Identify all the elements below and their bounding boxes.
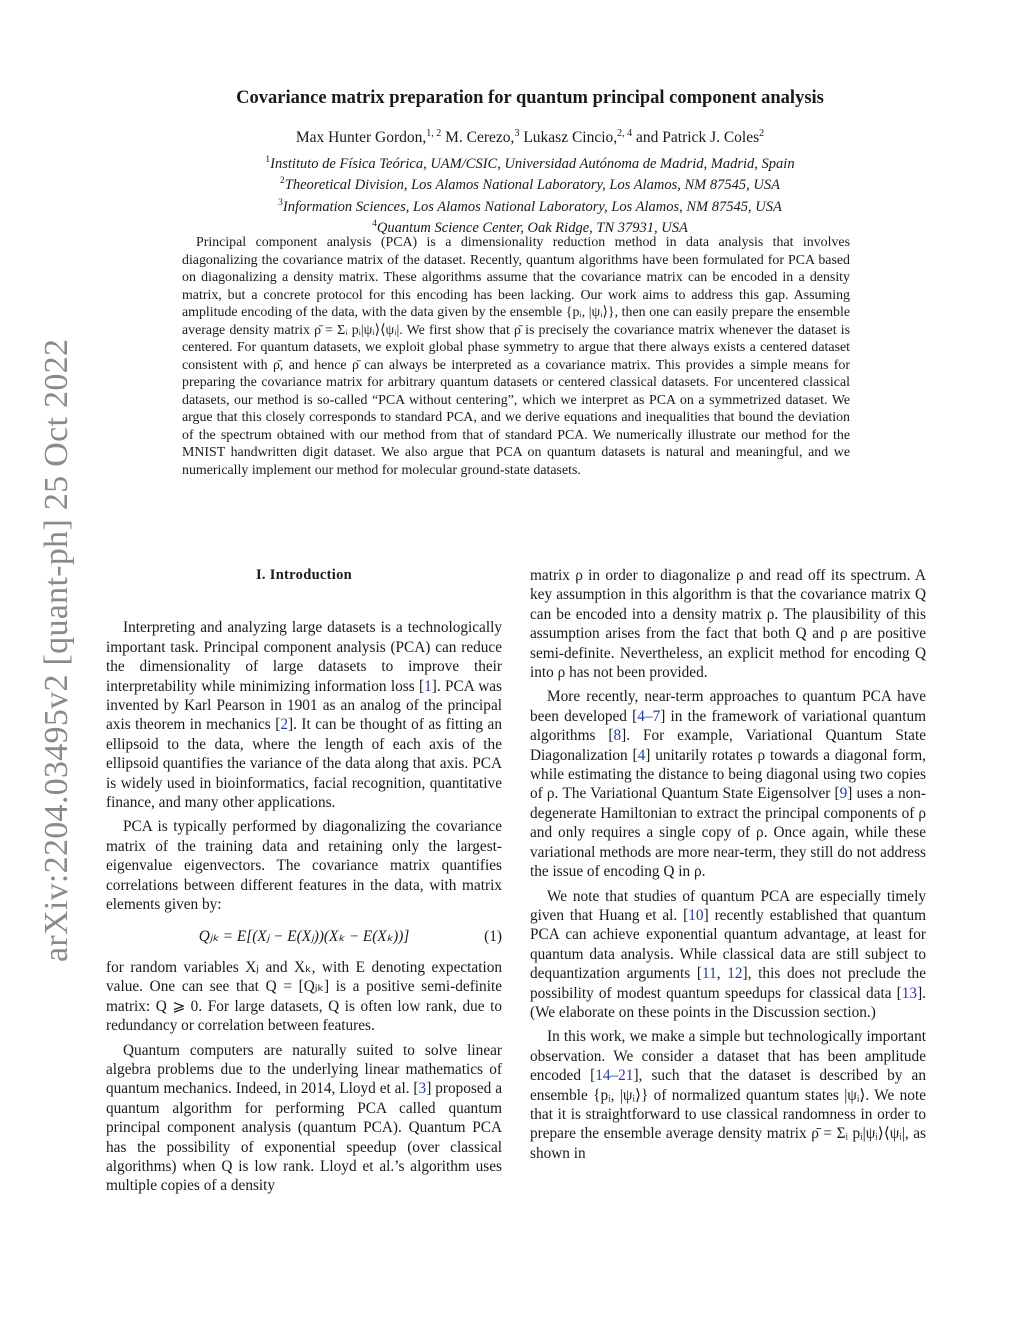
citation-link[interactable]: 8 [613,727,622,745]
affiliation-text: Instituto de Física Teórica, UAM/CSIC, Universidad Autónoma de Madrid, Madrid, Spain [270,155,795,172]
paragraph: Quantum computers are naturally suited to solve linear algebra problems due to the underlying linear mathematics of quantum mechanics. Indeed, in 2014, Lloyd et al. [3] proposed a quantum algorithm for performing PCA called quantum principal component analysis (quantum PCA). Quantum PCA has the possibility of exponential speedup (over classical algorithms) when Q is low rank. Lloyd et al.’s algorithm uses multiple copies of a density [106,1041,502,1195]
author-affiliation-mark: 3 [514,128,520,139]
abstract: Principal component analysis (PCA) is a dimensionality reduction method in data analysis that involves diagonalizing the covariance matrix of the dataset. Recently, quantum algorithms have been formulated for PCA based on diagonalizing a density matrix. These algorithms assume that the covariance matrix can be encoded in a density matrix, but a concrete protocol for this encoding has been lacking. Our work aims to address this gap. Assuming amplitude encoding of the data, with the data given by the ensemble {pᵢ, |ψᵢ⟩}, then one can easily prepare the ensemble average density matrix ρ̄ = Σᵢ pᵢ|ψᵢ⟩⟨ψᵢ|. We first show that ρ̄ is precisely the covariance matrix whenever the dataset is centered. For quantum datasets, we exploit global phase symmetry to argue that there always exists a centered dataset consistent with ρ̄, and hence ρ̄ can always be interpreted as a covariance matrix. This provides a simple means for preparing the covariance matrix for arbitrary quantum datasets or centered classical datasets. For uncentered classical datasets, our method is so-called “PCA without centering”, which we interpret as PCA on a symmetrized dataset. We argue that this closely corresponds to standard PCA, and we derive equations and inequalities that bound the deviation of the spectrum obtained with our method from that of standard PCA. We numerically illustrate our method for the MNIST handwritten digit dataset. We also argue that PCA on quantum datasets is natural and meaningful, and we numerically implement our method for molecular ground-state datasets. [182,235,850,478]
equation-body: Qⱼₖ = E[(Xⱼ − E(Xⱼ))(Xₖ − E(Xₖ))] [198,927,410,945]
affiliation-text: Information Sciences, Los Alamos National Laboratory, Los Alamos, NM 87545, USA [282,198,782,215]
paragraph: Interpreting and analyzing large datasets is a technologically important task. Principal component analysis (PCA) can reduce the dimensionality of large datasets to improve their interpretability while minimizing information loss [1]. PCA was invented by Karl Pearson in 1901 as an analog of the principal axis theorem in mechanics [2]. It can be thought of as fitting an ellipsoid to the data, where the length of each axis of the ellipsoid quantifies the variance of the data along that axis. PCA is widely used in bioinformatics, facial recognition, quantitative finance, and many other applications. [106,619,502,812]
author-name: and Patrick J. Coles [636,129,760,147]
citation-link[interactable]: 4 [637,746,646,764]
equation-1 [106,927,502,946]
citation-link[interactable]: 10 [688,906,704,924]
author-list [130,128,930,147]
paragraph: In this work, we make a simple but technologically important observation. We consider a dataset that has been amplitude encoded [14–21], such that the dataset is described by an ensemble {pᵢ, |ψᵢ⟩} of normalized quantum states |ψᵢ⟩. We note that it is straightforward to use classical randomness in order to prepare the ensemble average density matrix ρ̄ = Σᵢ pᵢ|ψᵢ⟩⟨ψᵢ|, as shown in [530,1028,926,1162]
citation-link[interactable]: 1 [424,677,432,695]
paragraph: PCA is typically performed by diagonalizing the covariance matrix of the training data and retaining only the largest-eigenvalue eigenvectors. The covariance matrix quantifies correlations between different features in the data, with matrix elements given by: [106,818,502,914]
affiliation-text: Theoretical Division, Los Alamos National Laboratory, Los Alamos, NM 87545, USA [284,177,780,194]
author[interactable] [445,129,519,146]
citation-link[interactable]: 14–21 [595,1067,634,1085]
affiliation-list [130,152,930,238]
citation-link[interactable]: 13 [901,984,918,1002]
author[interactable] [296,129,441,146]
affiliation [130,195,930,216]
author[interactable] [636,129,764,146]
paragraph: for random variables Xⱼ and Xₖ, with E denoting expectation value. One can see that Q = [Qⱼₖ] is a positive semi-definite matrix: Q ⩾ 0. For large datasets, Q is often low rank, due to redundancy or correlation between features. [106,958,502,1035]
affiliation [130,152,930,173]
affiliation-text: Quantum Science Center, Oak Ridge, TN 37931, USA [376,220,688,237]
affiliation-number: 2 [280,176,285,187]
author-affiliation-mark: 2, 4 [617,128,633,139]
citation-link[interactable]: 12 [727,965,743,983]
left-column [106,566,502,1201]
paragraph: More recently, near-term approaches to quantum PCA have been developed [4–7] in the framework of variational quantum algorithms [8]. For example, Variational Quantum State Diagonalization [4] unitarily rotates ρ towards a diagonal form, while estimating the distance to being diagonal using two copies of ρ. The Variational Quantum State Eigensolver [9] uses a non-degenerate Hamiltonian to extract the principal components of ρ and only requires a single copy of ρ. Once again, while these variational methods are more near-term, they still do not address the issue of encoding Q in ρ. [530,688,926,881]
author-affiliation-mark: 2 [759,128,765,139]
paragraph: We note that studies of quantum PCA are especially timely given that Huang et al. [10] recently established that quantum PCA can achieve exponential quantum advantage, at least for quantum data analysis. While classical data are still subject to dequantization arguments [11, 12], this does not preclude the possibility of modest quantum speedups for classical data [13]. (We elaborate on these points in the Discussion section.) [530,887,926,1021]
citation-link[interactable]: 2 [280,716,288,734]
author-name: M. Cerezo, [445,129,515,147]
author-name: Lukasz Cincio, [523,129,618,147]
paragraph: matrix ρ in order to diagonalize ρ and read off its spectrum. A key assumption in this algorithm is that the covariance matrix Q can be encoded into a density matrix ρ. The plausibility of this assumption arises from the fact that both Q and ρ are positive semi-definite. Nevertheless, an explicit method for encoding Q into ρ has not been provided. [530,567,926,682]
author-affiliation-mark: 1, 2 [426,128,442,139]
citation-link[interactable]: 3 [418,1080,427,1098]
equation-number: (1) [484,927,502,945]
citation-link[interactable]: 11 [701,965,717,983]
affiliation-number: 1 [265,155,271,165]
right-column [530,566,926,1168]
author[interactable] [523,129,632,146]
affiliation-number: 4 [372,219,377,230]
arxiv-identifier-sidebar[interactable]: arXiv:2204.03495v2 [quant-ph] 25 Oct 2022 [38,338,75,962]
citation-link[interactable]: 9 [839,785,848,803]
citation-link[interactable]: 4–7 [637,707,661,725]
author-name: Max Hunter Gordon, [295,129,427,147]
section-heading-introduction: I. Introduction [255,567,353,583]
affiliation [130,173,930,194]
affiliation-number: 3 [278,197,283,208]
paper-title: Covariance matrix preparation for quantum principal component analysis [236,88,824,108]
